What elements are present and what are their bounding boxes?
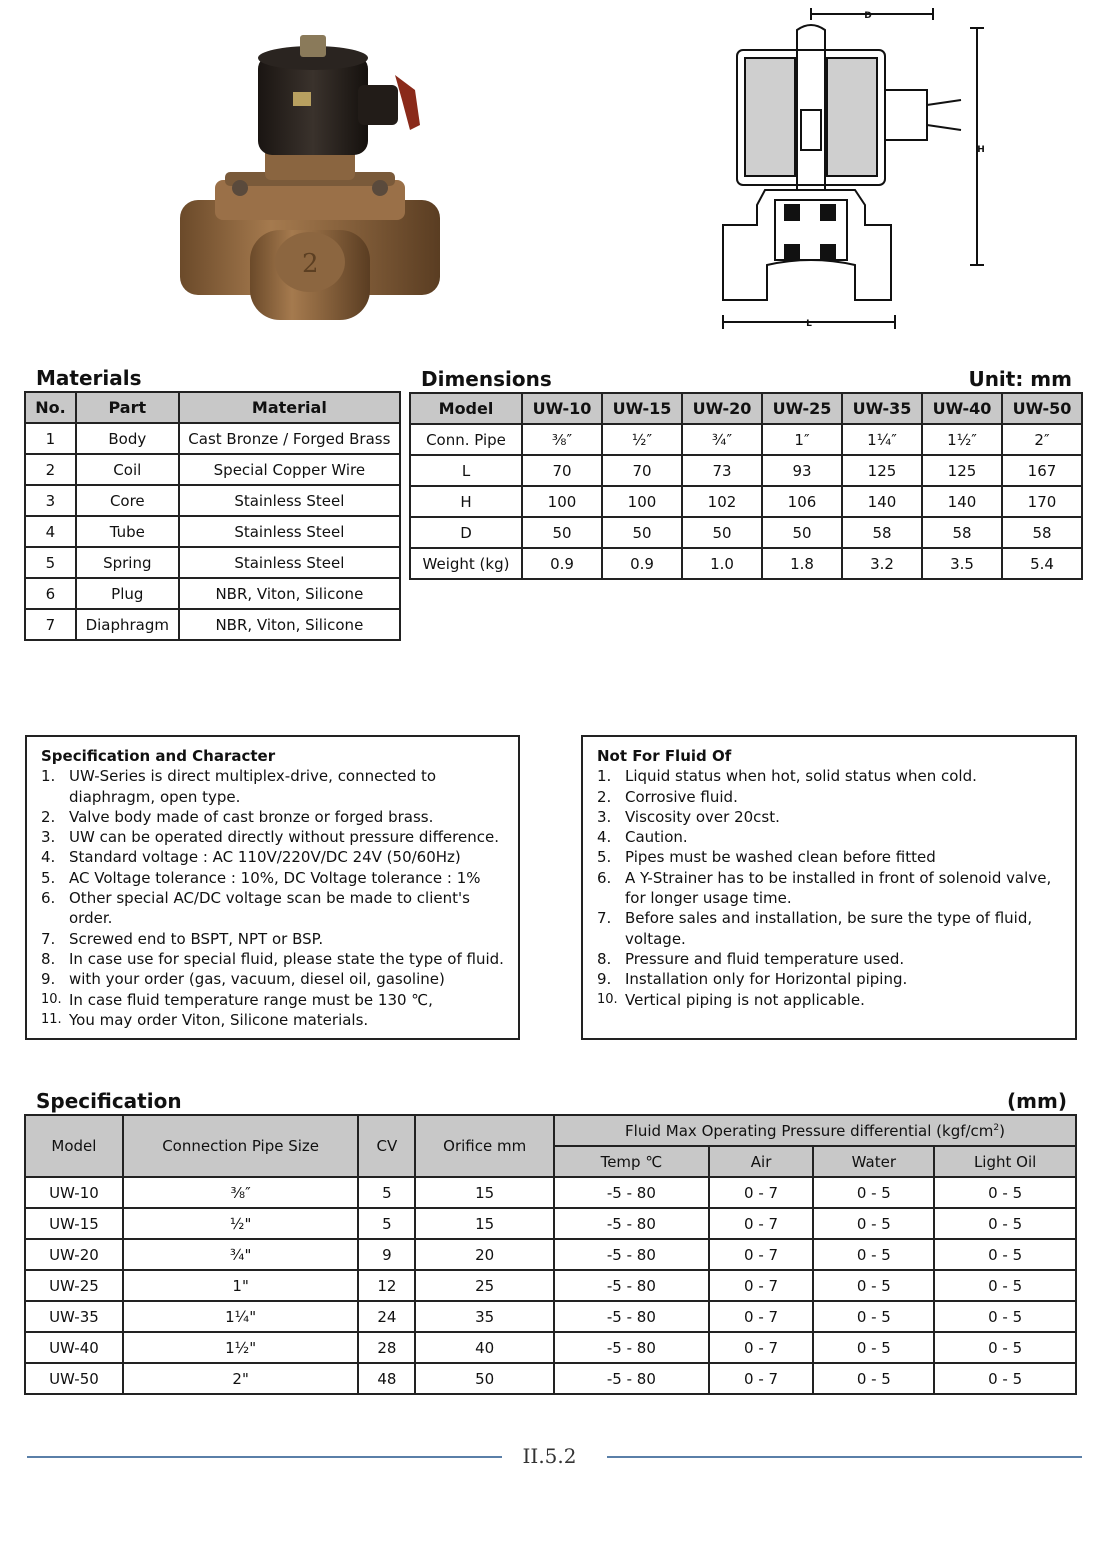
spec-cell: UW-20 [25,1239,123,1270]
page-number: II.5.2 [522,1444,577,1468]
list-item [597,868,1061,909]
spec-cell: 0 - 5 [934,1270,1076,1301]
spec-cell: 5 [358,1208,415,1239]
spec-header-model: Model [25,1115,123,1177]
list-item-number: 5. [597,848,612,867]
list-item [597,969,1061,989]
dimensions-header-cell: Model [410,393,522,424]
dimensions-cell: 106 [762,486,842,517]
list-item [41,1010,504,1030]
spec-cell: -5 - 80 [554,1208,709,1239]
svg-text:2: 2 [302,249,319,279]
dimensions-header-cell: UW-40 [922,393,1002,424]
spec-cell: 0 - 5 [813,1301,934,1332]
dimensions-header-cell: UW-15 [602,393,682,424]
list-item-text: UW can be operated directly without pressure difference. [69,828,499,847]
spec-row [25,1208,1076,1239]
dimensions-cell: 0.9 [602,548,682,579]
list-item [41,990,504,1010]
dimensions-cell: D [410,517,522,548]
dimensions-unit: Unit: mm [968,367,1072,391]
dimensions-cell: 100 [522,486,602,517]
dimensions-cell: 170 [1002,486,1082,517]
list-item [41,847,504,867]
list-item-number: 9. [41,970,56,989]
materials-cell: Spring [76,547,179,578]
dimensions-cell: 167 [1002,455,1082,486]
spec-cell: 0 - 7 [709,1177,814,1208]
materials-cell: Special Copper Wire [179,454,400,485]
dim-h-label: H [977,145,985,155]
dimensions-cell: 50 [522,517,602,548]
list-item [597,908,1061,949]
list-item [597,787,1061,807]
dimensions-cell: 1″ [762,424,842,455]
list-item-text: Liquid status when hot, solid status when cold. [625,767,977,786]
materials-header-cell: Material [179,392,400,423]
spec-subheader-cell: Light Oil [934,1146,1076,1177]
dimensions-row [410,455,1082,486]
dimensions-cell: 50 [682,517,762,548]
list-item-text: AC Voltage tolerance : 10%, DC Voltage tolerance : 1% [69,868,481,887]
spec-cell: -5 - 80 [554,1301,709,1332]
dimensions-cell: 58 [842,517,922,548]
dimensions-cell: 100 [602,486,682,517]
materials-cell: Tube [76,516,179,547]
spec-cell: -5 - 80 [554,1239,709,1270]
spec-cell: 1¼" [123,1301,359,1332]
list-item-number: 6. [41,889,56,908]
spec-cell: 35 [415,1301,554,1332]
dimensions-cell: 73 [682,455,762,486]
spec-cell: 1" [123,1270,359,1301]
spec-cell: -5 - 80 [554,1332,709,1363]
spec-cell: 0 - 5 [813,1208,934,1239]
materials-row [25,578,400,609]
spec-cell: UW-40 [25,1332,123,1363]
spec-cell: 0 - 5 [934,1239,1076,1270]
spec-cell: UW-25 [25,1270,123,1301]
list-item-text: In case use for special fluid, please state the type of fluid. [69,949,504,968]
dimensions-cell: 50 [762,517,842,548]
spec-row [25,1363,1076,1394]
spec-cell: 50 [415,1363,554,1394]
list-item [597,847,1061,867]
list-item-number: 4. [597,828,612,847]
spec-cell: 24 [358,1301,415,1332]
spec-cell: 0 - 5 [934,1177,1076,1208]
dimensions-cell: 93 [762,455,842,486]
specification-table [24,1114,1077,1395]
materials-row [25,423,400,454]
list-item-number: 3. [597,807,612,826]
spec-header-pipe: Connection Pipe Size [123,1115,359,1177]
materials-cell: Coil [76,454,179,485]
spec-subheader-cell: Temp ℃ [554,1146,709,1177]
materials-cell: 2 [25,454,76,485]
list-item-text: You may order Viton, Silicone materials. [69,1010,369,1029]
spec-cell: 28 [358,1332,415,1363]
list-item [41,888,504,929]
spec-header-orifice: Orifice mm [415,1115,554,1177]
list-item [597,949,1061,969]
spec-row [25,1301,1076,1332]
spec-cell: 15 [415,1177,554,1208]
list-item-number: 7. [597,909,612,928]
list-item [41,949,504,969]
list-item-text: UW-Series is direct multiplex-drive, connected to diaphragm, open type. [69,767,437,806]
dimensions-cell: 70 [602,455,682,486]
list-item-text: Pressure and fluid temperature used. [625,949,905,968]
spec-cell: 0 - 5 [934,1363,1076,1394]
spec-cell: 0 - 5 [813,1332,934,1363]
dimensions-header-cell: UW-35 [842,393,922,424]
list-item-text: Installation only for Horizontal piping. [625,970,908,989]
materials-cell: NBR, Viton, Silicone [179,609,400,640]
list-item-number: 8. [41,949,56,968]
spec-cell: 0 - 5 [934,1208,1076,1239]
spec-cell: 0 - 7 [709,1270,814,1301]
dimensions-table [409,392,1083,580]
not-for-fluid-box [581,735,1077,1040]
list-item [41,827,504,847]
materials-cell: 1 [25,423,76,454]
list-item-number: 3. [41,828,56,847]
materials-cell: Core [76,485,179,516]
list-item-number: 7. [41,929,56,948]
dimensions-cell: 140 [922,486,1002,517]
dimensions-cell: 70 [522,455,602,486]
dimensions-cell: ¾″ [682,424,762,455]
dimensions-cell: ½″ [602,424,682,455]
dimensions-row [410,517,1082,548]
spec-character-box [25,735,520,1040]
materials-table [24,391,401,641]
materials-row [25,454,400,485]
spec-cell: UW-15 [25,1208,123,1239]
list-item-number: 5. [41,868,56,887]
spec-header-pressure-group: Fluid Max Operating Pressure differential $(kgf/cm^2)$ [554,1115,1076,1146]
spec-cell: UW-50 [25,1363,123,1394]
spec-subheader-cell: Air [709,1146,814,1177]
materials-cell: Plug [76,578,179,609]
list-item [41,868,504,888]
spec-character-list [41,766,504,1030]
list-item-text: A Y-Strainer has to be installed in front of solenoid valve, for longer usage time. [625,868,1052,908]
list-item-text: Pipes must be washed clean before fitted [625,848,936,867]
spec-cell: 2" [123,1363,359,1394]
specification-title: Specification [36,1089,182,1113]
materials-cell: Stainless Steel [179,485,400,516]
spec-cell: 48 [358,1363,415,1394]
list-item-text: In case fluid temperature range must be 130 ℃, [69,990,433,1009]
spec-row [25,1332,1076,1363]
dim-d-label: D [864,11,872,21]
spec-cell: 0 - 7 [709,1332,814,1363]
list-item-text: with your order (gas, vacuum, diesel oil, gasoline) [69,970,445,989]
list-item-number: 4. [41,848,56,867]
materials-header-cell: Part [76,392,179,423]
materials-cell: 6 [25,578,76,609]
specification-unit: (mm) [1007,1089,1067,1113]
list-item-text: Vertical piping is not applicable. [625,990,865,1009]
dimensions-cell: Weight (kg) [410,548,522,579]
spec-cell: ½" [123,1208,359,1239]
dimensions-cell: ⅜″ [522,424,602,455]
dimensions-cell: 3.2 [842,548,922,579]
list-item-text: Corrosive fluid. [625,787,738,806]
list-item [41,807,504,827]
not-for-fluid-title: Not For Fluid Of [597,747,732,765]
list-item-number: 11. [41,1011,62,1027]
dimensions-cell: 125 [842,455,922,486]
spec-cell: ⅜″ [123,1177,359,1208]
list-item [41,969,504,989]
materials-row [25,547,400,578]
materials-cell: Diaphragm [76,609,179,640]
dimensions-cell: 2″ [1002,424,1082,455]
list-item-text: Caution. [625,828,688,847]
spec-cell: 9 [358,1239,415,1270]
dimensions-cell: 58 [1002,517,1082,548]
dimensions-cell: 50 [602,517,682,548]
list-item-number: 10. [41,991,62,1007]
dimensions-cell: L [410,455,522,486]
dimensions-title: Dimensions [421,367,552,391]
list-item [41,766,504,807]
spec-cell: 0 - 7 [709,1239,814,1270]
list-item-number: 8. [597,949,612,968]
dimensions-cell: 1½″ [922,424,1002,455]
materials-cell: 5 [25,547,76,578]
list-item-number: 6. [597,868,612,887]
dimensions-row [410,424,1082,455]
materials-row [25,609,400,640]
spec-cell: 0 - 5 [934,1332,1076,1363]
spec-subheader-cell: Water [813,1146,934,1177]
list-item-number: 1. [597,767,612,786]
list-item [41,929,504,949]
materials-cell: Cast Bronze / Forged Brass [179,423,400,454]
spec-cell: 0 - 5 [813,1177,934,1208]
materials-title: Materials [36,366,142,390]
list-item-text: Standard voltage : AC 110V/220V/DC 24V (50/60Hz) [69,848,461,867]
dimensions-cell: 3.5 [922,548,1002,579]
not-for-fluid-list [597,766,1061,1010]
materials-cell: Body [76,423,179,454]
dimensions-cell: 102 [682,486,762,517]
spec-cell: 0 - 5 [813,1239,934,1270]
spec-cell: UW-35 [25,1301,123,1332]
materials-header-cell: No. [25,392,76,423]
list-item-number: 1. [41,767,56,786]
spec-row [25,1270,1076,1301]
list-item [597,766,1061,786]
materials-cell: 7 [25,609,76,640]
valve-cross-section-drawing [715,0,1005,340]
list-item-number: 10. [597,991,618,1007]
spec-cell: 1½" [123,1332,359,1363]
spec-cell: 0 - 5 [813,1363,934,1394]
dimensions-cell: 140 [842,486,922,517]
list-item-number: 2. [41,807,56,826]
dimensions-cell: H [410,486,522,517]
list-item-text: Before sales and installation, be sure the type of fluid, voltage. [625,909,1033,948]
materials-row [25,485,400,516]
dimensions-cell: 1.0 [682,548,762,579]
list-item [597,990,1061,1010]
list-item-number: 9. [597,970,612,989]
spec-cell: ¾" [123,1239,359,1270]
spec-cell: 0 - 7 [709,1363,814,1394]
dimensions-cell: 125 [922,455,1002,486]
list-item-text: Other special AC/DC voltage scan be made to client's order. [69,889,470,928]
materials-cell: Stainless Steel [179,516,400,547]
dimensions-cell: 1.8 [762,548,842,579]
spec-cell: 40 [415,1332,554,1363]
spec-cell: -5 - 80 [554,1177,709,1208]
spec-character-title: Specification and Character [41,747,276,765]
materials-cell: Stainless Steel [179,547,400,578]
spec-cell: 0 - 5 [813,1270,934,1301]
dimensions-cell: 0.9 [522,548,602,579]
materials-cell: 4 [25,516,76,547]
spec-cell: 25 [415,1270,554,1301]
valve-photo [170,30,455,330]
spec-row [25,1177,1076,1208]
dimensions-header-cell: UW-20 [682,393,762,424]
materials-row [25,516,400,547]
spec-cell: -5 - 80 [554,1363,709,1394]
list-item [597,827,1061,847]
spec-row [25,1239,1076,1270]
materials-cell: 3 [25,485,76,516]
dimensions-row [410,486,1082,517]
dimensions-header-cell: UW-50 [1002,393,1082,424]
list-item-text: Viscosity over 20cst. [625,807,780,826]
spec-cell: 0 - 7 [709,1301,814,1332]
dim-l-label: L [806,319,812,329]
list-item [597,807,1061,827]
dimensions-cell: 1¼″ [842,424,922,455]
spec-cell: 12 [358,1270,415,1301]
spec-cell: 5 [358,1177,415,1208]
spec-cell: 0 - 5 [934,1301,1076,1332]
spec-cell: -5 - 80 [554,1270,709,1301]
spec-cell: UW-10 [25,1177,123,1208]
dimensions-row [410,548,1082,579]
materials-cell: NBR, Viton, Silicone [179,578,400,609]
spec-cell: 15 [415,1208,554,1239]
spec-cell: 20 [415,1239,554,1270]
dimensions-cell: 58 [922,517,1002,548]
dimensions-header-cell: UW-10 [522,393,602,424]
list-item-text: Screwed end to BSPT, NPT or BSP. [69,929,324,948]
spec-header-cv: CV [358,1115,415,1177]
dimensions-cell: 5.4 [1002,548,1082,579]
list-item-text: Valve body made of cast bronze or forged brass. [69,807,434,826]
spec-cell: 0 - 7 [709,1208,814,1239]
list-item-number: 2. [597,787,612,806]
dimensions-cell: Conn. Pipe [410,424,522,455]
dimensions-header-cell: UW-25 [762,393,842,424]
